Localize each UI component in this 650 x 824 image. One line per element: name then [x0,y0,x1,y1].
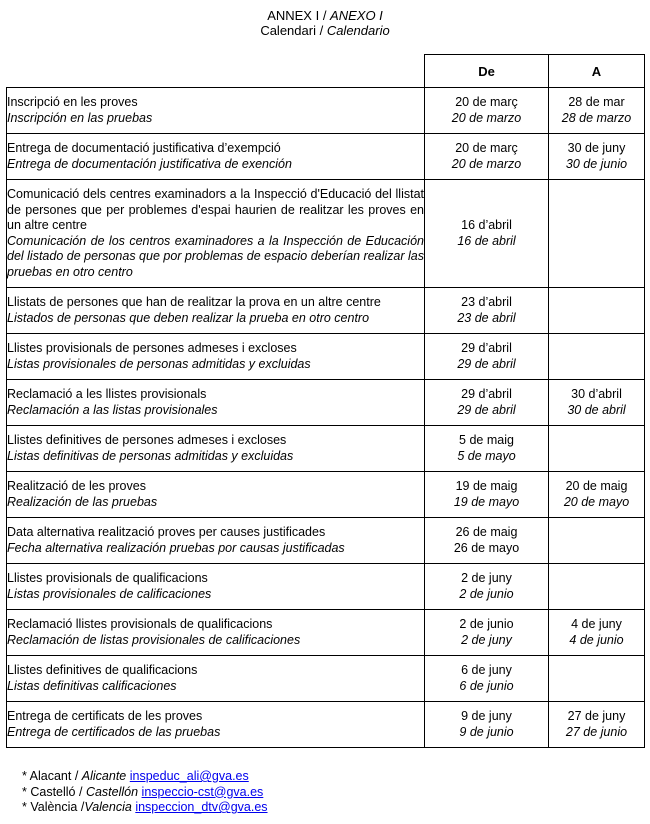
table-row [7,656,645,702]
start-date: 6 de juny 6 de junio [425,656,549,702]
table-row [7,702,645,748]
email-link-alacant[interactable]: inspeduc_ali@gva.es [129,769,249,783]
header-blank-cell [7,55,425,88]
event-description [7,702,425,748]
calendar-table [6,54,645,748]
end-date [549,518,645,564]
end-date [549,564,645,610]
table-row [7,334,645,380]
table-row [7,518,645,564]
contact-footer [22,769,268,816]
end-date [549,426,645,472]
table-row [7,288,645,334]
start-date: 2 de junio 2 de juny [425,610,549,656]
table-row [7,564,645,610]
table-row [7,380,645,426]
event-label-ca: Data alternativa realització proves per causes justificades [7,525,326,539]
event-label-es: Comunicación de los centros examinadores a la Inspección de Educación del listado de personas que por problemas de espacio deberían realizar las pruebas en otro centro [7,233,424,279]
event-label-ca: Entrega de certificats de les proves [7,709,203,723]
calendar-subtitle: Calendari / Calendario [260,23,390,38]
event-label-es: Reclamación a las listas provisionales [7,402,218,417]
event-description [7,656,425,702]
event-label-ca: Entrega de documentació justificativa d’exempció [7,141,281,155]
event-description [7,288,425,334]
event-label-es: Listas definitivas calificaciones [7,678,177,693]
end-date: 27 de juny 27 de junio [549,702,645,748]
start-date: 26 de maig 26 de mayo [425,518,549,564]
event-label-ca: Reclamació llistes provisionals de qualificacions [7,617,273,631]
event-label-ca: Llistes definitives de qualificacions [7,663,198,677]
event-label-ca: Realització de les proves [7,479,146,493]
event-label-es: Reclamación de listas provisionales de calificaciones [7,632,301,647]
event-label-ca: Llistes definitives de persones admeses i excloses [7,433,287,447]
event-label-ca: Inscripció en les proves [7,95,138,109]
start-date: 20 de març 20 de marzo [425,134,549,180]
event-label-ca: Llistes provisionals de qualificacions [7,571,208,585]
start-date: 19 de maig 19 de mayo [425,472,549,518]
table-row [7,134,645,180]
table-row [7,426,645,472]
table-row [7,180,645,288]
end-date [549,180,645,288]
event-label-es: Listas provisionales de personas admitidas y excluidas [7,356,311,371]
start-date: 29 d’abril 29 de abril [425,334,549,380]
end-date: 30 d’abril 30 de abril [549,380,645,426]
start-date: 2 de juny 2 de junio [425,564,549,610]
end-date: 28 de mar 28 de marzo [549,88,645,134]
event-label-es: Listados de personas que deben realizar la prueba en otro centro [7,310,370,325]
start-date: 16 d’abril 16 de abril [425,180,549,288]
end-date: 30 de juny 30 de junio [549,134,645,180]
annex-title: ANNEX I / ANEXO I [267,8,383,23]
event-label-ca: Comunicació dels centres examinadors a la Inspecció d'Educació del llistat de persones que per problemes d'espai haurien de realitzar les proves en un altre centre [7,187,424,232]
email-link-valencia[interactable]: inspeccion_dtv@gva.es [135,800,268,814]
end-date [549,288,645,334]
event-label-ca: Llistats de persones que han de realitzar la prova en un altre centre [7,295,381,309]
contact-line-valencia: * València /Valencia inspeccion_dtv@gva.es [22,800,268,814]
end-date [549,334,645,380]
event-label-es: Entrega de documentación justificativa de exención [7,156,292,171]
table-header-row [7,55,645,88]
start-date: 5 de maig 5 de mayo [425,426,549,472]
event-description [7,564,425,610]
column-header-to: A [549,55,645,88]
event-label-ca: Llistes provisionals de persones admeses i excloses [7,341,297,355]
end-date: 20 de maig 20 de mayo [549,472,645,518]
event-label-es: Listas definitivas de personas admitidas y excluidas [7,448,294,463]
contact-line-castello: * Castelló / Castellón inspeccio-cst@gva.es [22,784,264,799]
event-description [7,426,425,472]
event-description [7,334,425,380]
document-header [0,8,650,38]
event-description [7,134,425,180]
event-description [7,472,425,518]
end-date [549,656,645,702]
table-row [7,88,645,134]
start-date: 23 d’abril 23 de abril [425,288,549,334]
event-label-es: Realización de las pruebas [7,494,158,509]
event-label-es: Listas provisionales de calificaciones [7,586,212,601]
event-description [7,380,425,426]
event-label-es: Inscripción en las pruebas [7,110,153,125]
column-header-from: De [425,55,549,88]
event-description [7,180,425,288]
event-description [7,518,425,564]
email-link-castello[interactable]: inspeccio-cst@gva.es [141,784,264,799]
end-date: 4 de juny 4 de junio [549,610,645,656]
event-label-es: Fecha alternativa realización pruebas por causas justificadas [7,540,345,555]
event-label-es: Entrega de certificados de las pruebas [7,724,221,739]
contact-line-alacant: * Alacant / Alicante inspeduc_ali@gva.es [22,769,249,783]
start-date: 20 de març 20 de marzo [425,88,549,134]
event-label-ca: Reclamació a les llistes provisionals [7,387,207,401]
table-row [7,610,645,656]
event-description [7,610,425,656]
event-description [7,88,425,134]
start-date: 9 de juny 9 de junio [425,702,549,748]
start-date: 29 d’abril 29 de abril [425,380,549,426]
table-row [7,472,645,518]
